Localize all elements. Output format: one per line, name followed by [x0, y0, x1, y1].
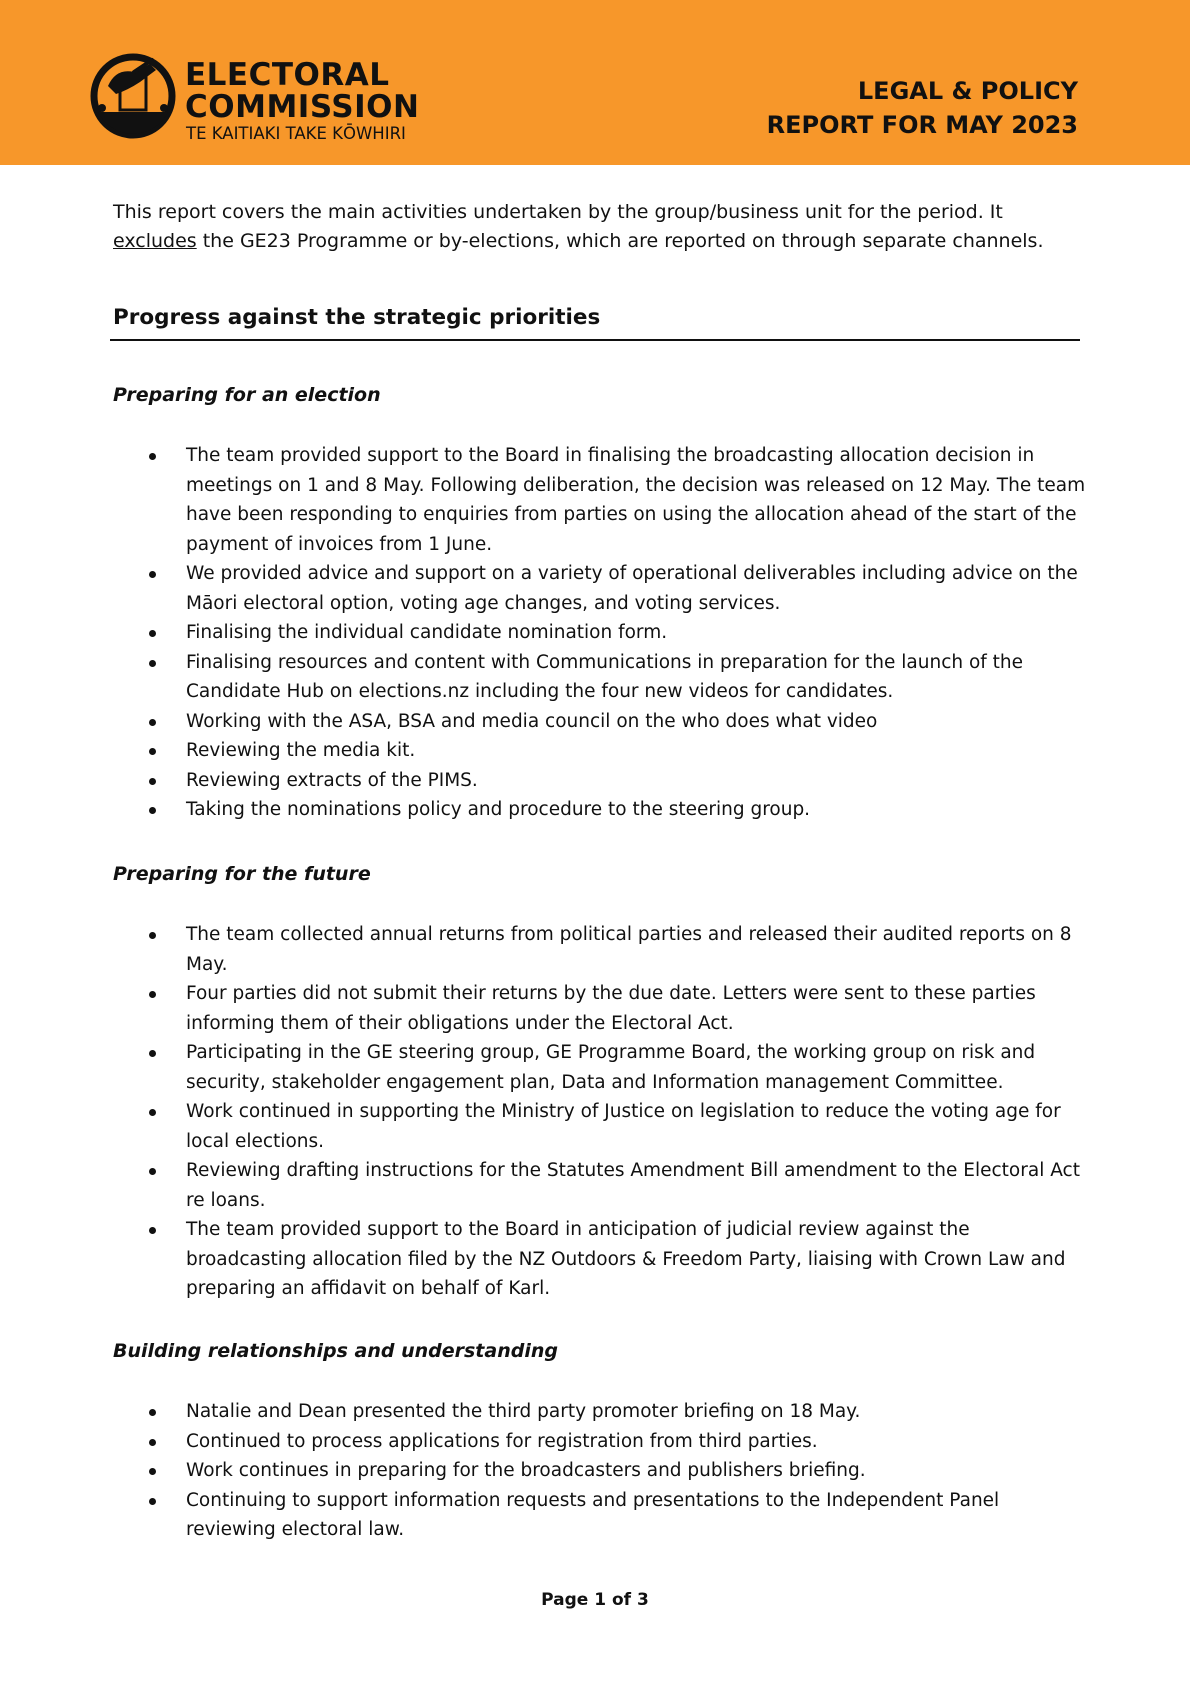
section-heading: Progress against the strategic priorities	[113, 305, 601, 330]
list-item: Work continues in preparing for the broadcasters and publishers briefing.	[145, 1456, 1090, 1486]
bullet-icon	[149, 1109, 156, 1116]
bullet-icon	[149, 778, 156, 785]
logo-text-maori: TE KAITIAKI TAKE KŌWHIRI	[186, 124, 406, 143]
bullet-icon	[149, 1468, 156, 1475]
heading-rule	[110, 339, 1080, 341]
list-item: We provided advice and support on a variety of operational deliverables including advice on the Māori electoral option, voting age changes, and voting services.	[145, 559, 1090, 618]
logo-text-electoral: ELECTORAL	[185, 57, 390, 93]
list-item: Four parties did not submit their returns by the due date. Letters were sent to these parties informing them of their obligations under the Electoral Act.	[145, 979, 1090, 1038]
logo-text-commission: COMMISSION	[185, 89, 420, 125]
bullet-icon	[149, 1168, 156, 1175]
intro-paragraph	[113, 198, 1083, 256]
bullet-icon	[149, 630, 156, 637]
subheading-preparing-future: Preparing for the future	[113, 863, 371, 885]
intro-text-1: This report covers the main activities undertaken by the group/business unit for the period. It	[113, 201, 1003, 223]
bullet-icon	[149, 1439, 156, 1446]
list-item: Work continued in supporting the Ministry of Justice on legislation to reduce the voting age for local elections.	[145, 1097, 1090, 1156]
list-item: Participating in the GE steering group, GE Programme Board, the working group on risk and security, stakeholder engagement plan, Data and Information management Committee.	[145, 1038, 1090, 1097]
subheading-preparing-election: Preparing for an election	[113, 384, 381, 406]
report-title-line1: LEGAL & POLICY	[857, 77, 1078, 105]
bullet-icon	[149, 807, 156, 814]
ballot-box-icon	[90, 46, 176, 146]
subheading-building-relationships: Building relationships and understanding	[113, 1340, 558, 1362]
intro-text-2: the GE23 Programme or by-elections, which are reported on through separate channels.	[196, 230, 1044, 252]
bullet-icon	[149, 571, 156, 578]
list-item: Finalising the individual candidate nomination form.	[145, 618, 1090, 648]
list-item: Continued to process applications for registration from third parties.	[145, 1427, 1090, 1457]
list-item: Reviewing drafting instructions for the Statutes Amendment Bill amendment to the Electoral Act re loans.	[145, 1156, 1090, 1215]
bullet-list-preparing-election	[145, 441, 1090, 825]
intro-underlined-word: excludes	[113, 230, 197, 252]
bullet-icon	[149, 1050, 156, 1057]
electoral-commission-logo	[90, 46, 440, 156]
bullet-icon	[149, 932, 156, 939]
header-band	[0, 0, 1190, 165]
list-item: Reviewing the media kit.	[145, 736, 1090, 766]
list-item: Working with the ASA, BSA and media council on the who does what video	[145, 707, 1090, 737]
bullet-list-building-relationships	[145, 1397, 1090, 1545]
bullet-icon	[149, 719, 156, 726]
bullet-icon	[149, 453, 156, 460]
bullet-icon	[149, 660, 156, 667]
list-item: Continuing to support information requests and presentations to the Independent Panel reviewing electoral law.	[145, 1486, 1090, 1545]
list-item: Finalising resources and content with Communications in preparation for the launch of the Candidate Hub on elections.nz including the four new videos for candidates.	[145, 648, 1090, 707]
list-item: Natalie and Dean presented the third party promoter briefing on 18 May.	[145, 1397, 1090, 1427]
bullet-icon	[149, 748, 156, 755]
list-item: The team provided support to the Board in finalising the broadcasting allocation decision in meetings on 1 and 8 May. Following deliberation, the decision was released on 12 May. The team have been responding to enquiries from parties on using the allocation ahead of the start of the payment of invoices from 1 June.	[145, 441, 1090, 559]
bullet-list-preparing-future	[145, 920, 1090, 1304]
bullet-icon	[149, 991, 156, 998]
bullet-icon	[149, 1227, 156, 1234]
list-item: Taking the nominations policy and procedure to the steering group.	[145, 795, 1090, 825]
report-title	[767, 74, 1078, 142]
report-title-line2: REPORT FOR MAY 2023	[766, 111, 1078, 139]
list-item: Reviewing extracts of the PIMS.	[145, 766, 1090, 796]
list-item: The team collected annual returns from political parties and released their audited reports on 8 May.	[145, 920, 1090, 979]
bullet-icon	[149, 1409, 156, 1416]
bullet-icon	[149, 1498, 156, 1505]
page-number: Page 1 of 3	[541, 1590, 649, 1610]
list-item: The team provided support to the Board in anticipation of judicial review against the broadcasting allocation filed by the NZ Outdoors & Freedom Party, liaising with Crown Law and preparing an affidavit on behalf of Karl.	[145, 1215, 1090, 1304]
